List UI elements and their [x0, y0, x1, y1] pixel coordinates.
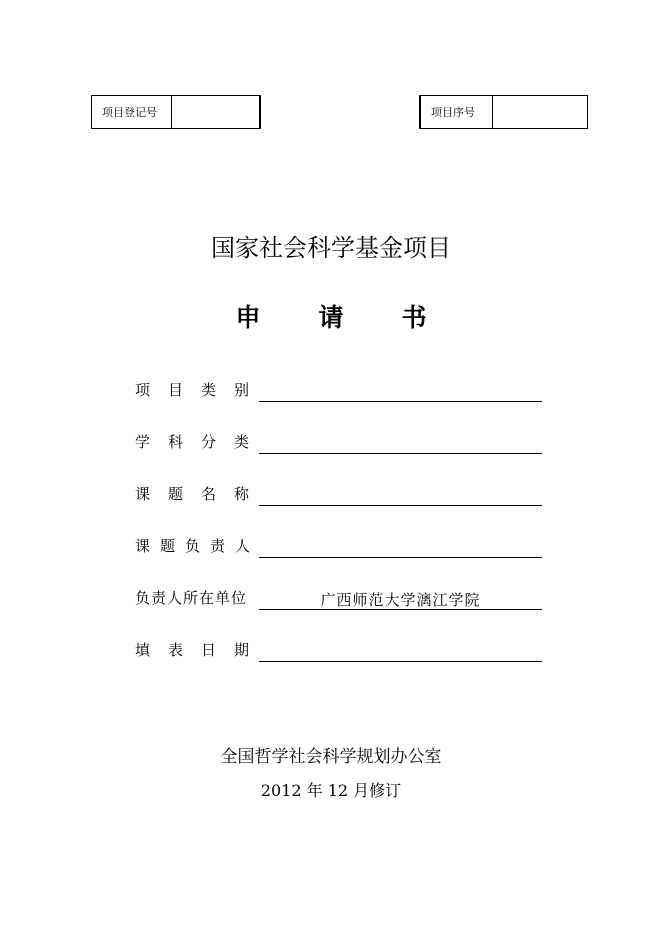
- field-discipline: [135, 430, 542, 454]
- field-fill-date: [135, 638, 542, 662]
- issuing-office: 全国哲学社会科学规划办公室: [220, 747, 442, 767]
- fill-date-input[interactable]: [259, 642, 542, 662]
- subtitle-char: 请: [318, 303, 344, 332]
- topic-leader-input[interactable]: [259, 538, 542, 558]
- topic-leader-label: 课题负责人: [135, 537, 261, 555]
- discipline-input[interactable]: [259, 434, 542, 454]
- revision-date: 2012 年 12 月修订: [260, 781, 402, 800]
- page-title: 国家社会科学基金项目: [211, 234, 451, 262]
- field-leader-unit: [135, 586, 542, 610]
- sequence-number-box: [419, 95, 588, 129]
- field-topic-name: [135, 482, 542, 506]
- project-category-label: 项目类别: [135, 381, 268, 399]
- sequence-number-field[interactable]: [493, 96, 587, 128]
- discipline-label: 学科分类: [135, 433, 268, 451]
- subtitle-char: 书: [401, 303, 427, 332]
- registration-number-box: [91, 95, 261, 129]
- fill-date-label: 填表日期: [135, 641, 268, 659]
- registration-number-field[interactable]: [172, 96, 259, 128]
- field-topic-leader: [135, 534, 542, 558]
- topic-name-input[interactable]: [259, 486, 542, 506]
- project-category-input[interactable]: [259, 382, 542, 402]
- subtitle-char: 申: [235, 303, 261, 332]
- topic-name-label: 课题名称: [135, 485, 268, 503]
- document-subtitle: [0, 298, 662, 334]
- leader-unit-label: 负责人所在单位: [135, 589, 248, 607]
- field-project-category: [135, 378, 542, 402]
- leader-unit-input[interactable]: 广西师范大学漓江学院: [259, 590, 542, 610]
- sequence-number-label: 项目序号: [421, 96, 493, 128]
- registration-number-label: 项目登记号: [92, 96, 172, 128]
